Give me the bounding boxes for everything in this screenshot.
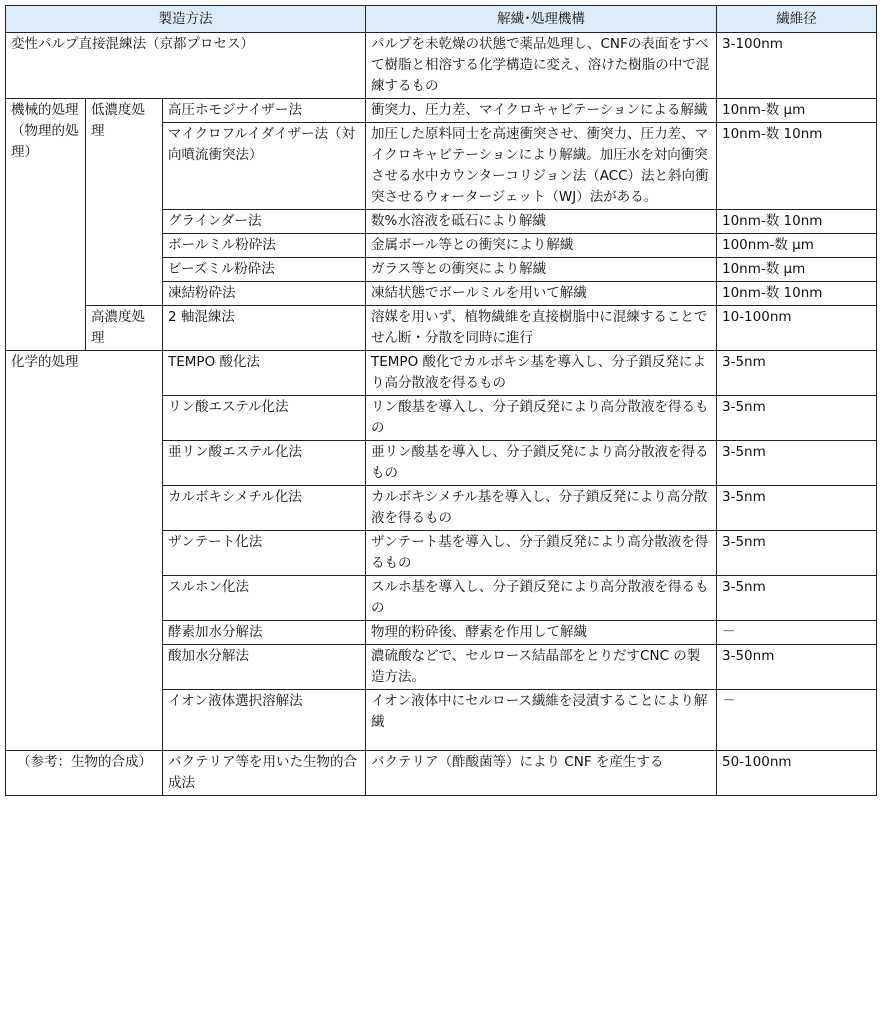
subcategory-high-concentration: 高濃度処理 [86, 306, 163, 351]
fiber-cell: 10nm-数 μm [717, 99, 877, 123]
method-cell: ザンテート化法 [163, 531, 366, 576]
method-cell: 変性パルプ直接混練法（京都プロセス） [6, 33, 366, 99]
mechanism-cell: 凍結状態でボールミルを用いて解繊 [366, 282, 717, 306]
fiber-cell: 10nm-数 10nm [717, 210, 877, 234]
method-cell: ボールミル粉砕法 [163, 234, 366, 258]
fiber-cell: 3-5nm [717, 396, 877, 441]
fiber-cell: 3-5nm [717, 531, 877, 576]
header-fiber-diameter: 繊維径 [717, 6, 877, 33]
mechanism-cell: 物理的粉砕後、酵素を作用して解繊 [366, 621, 717, 645]
mechanism-cell: 亜リン酸基を導入し、分子鎖反発により高分散液を得るもの [366, 441, 717, 486]
category-biological: （参考：生物的合成） [6, 751, 163, 796]
fiber-cell: 3-5nm [717, 351, 877, 396]
method-cell: スルホン化法 [163, 576, 366, 621]
fiber-cell: 100nm-数 μm [717, 234, 877, 258]
mechanism-cell: ガラス等との衝突により解繊 [366, 258, 717, 282]
mechanism-cell: 金属ボール等との衝突により解繊 [366, 234, 717, 258]
method-cell: TEMPO 酸化法 [163, 351, 366, 396]
cnf-production-methods-table [5, 5, 877, 796]
method-cell: グラインダー法 [163, 210, 366, 234]
table-row [6, 99, 877, 123]
mechanism-cell: 数%水溶液を砥石により解繊 [366, 210, 717, 234]
category-mechanical: 機械的処理（物理的処理） [6, 99, 86, 351]
fiber-cell: 3-5nm [717, 441, 877, 486]
mechanism-cell: カルボキシメチル基を導入し、分子鎖反発により高分散液を得るもの [366, 486, 717, 531]
header-row [6, 6, 877, 33]
method-cell: 亜リン酸エステル化法 [163, 441, 366, 486]
fiber-cell: 10nm-数 10nm [717, 123, 877, 210]
mechanism-cell: ザンテート基を導入し、分子鎖反発により高分散液を得るもの [366, 531, 717, 576]
method-cell: 高圧ホモジナイザー法 [163, 99, 366, 123]
method-cell: 酵素加水分解法 [163, 621, 366, 645]
header-method: 製造方法 [6, 6, 366, 33]
subcategory-low-concentration: 低濃度処理 [86, 99, 163, 306]
header-mechanism: 解繊･処理機構 [366, 6, 717, 33]
mechanism-cell: 濃硫酸などで、セルロース結晶部をとりだすCNC の製造方法。 [366, 645, 717, 690]
method-cell: ビーズミル粉砕法 [163, 258, 366, 282]
table-row [6, 306, 877, 351]
method-cell: マイクロフルイダイザー法（対向噴流衝突法） [163, 123, 366, 210]
mechanism-cell: スルホ基を導入し、分子鎖反発により高分散液を得るもの [366, 576, 717, 621]
method-cell: リン酸エステル化法 [163, 396, 366, 441]
fiber-cell: 3-50nm [717, 645, 877, 690]
fiber-cell: － [717, 621, 877, 645]
fiber-cell: 50-100nm [717, 751, 877, 796]
method-cell: イオン液体選択溶解法 [163, 690, 366, 751]
fiber-cell: － [717, 690, 877, 751]
table-row [6, 351, 877, 396]
method-cell: 酸加水分解法 [163, 645, 366, 690]
mechanism-cell: TEMPO 酸化でカルボキシ基を導入し、分子鎖反発により高分散液を得るもの [366, 351, 717, 396]
mechanism-cell: パルプを未乾燥の状態で薬品処理し、CNFの表面をすべて樹脂と相溶する化学構造に変え、溶けた樹脂の中で混練するもの [366, 33, 717, 99]
mechanism-cell: バクテリア（酢酸菌等）により CNF を産生する [366, 751, 717, 796]
fiber-cell: 3-100nm [717, 33, 877, 99]
mechanism-cell: 衝突力、圧力差、マイクロキャビテーションによる解繊 [366, 99, 717, 123]
method-cell: カルボキシメチル化法 [163, 486, 366, 531]
category-chemical: 化学的処理 [6, 351, 163, 751]
fiber-cell: 10-100nm [717, 306, 877, 351]
mechanism-cell: リン酸基を導入し、分子鎖反発により高分散液を得るもの [366, 396, 717, 441]
method-cell: 凍結粉砕法 [163, 282, 366, 306]
fiber-cell: 10nm-数 10nm [717, 282, 877, 306]
mechanism-cell: 溶媒を用いず、植物繊維を直接樹脂中に混練することでせん断・分散を同時に進行 [366, 306, 717, 351]
mechanism-cell: イオン液体中にセルロース繊維を浸漬することにより解繊 [366, 690, 717, 751]
table-row [6, 751, 877, 796]
mechanism-cell: 加圧した原料同士を高速衝突させ、衝突力、圧力差、マイクロキャビテーションにより解繊。加圧水を対向衝突させる水中カウンターコリジョン法（ACC）法と斜向衝突させるウォータージェット（WJ）法がある。 [366, 123, 717, 210]
fiber-cell: 3-5nm [717, 486, 877, 531]
fiber-cell: 10nm-数 μm [717, 258, 877, 282]
method-cell: バクテリア等を用いた生物的合成法 [163, 751, 366, 796]
table-row [6, 33, 877, 99]
method-cell: 2 軸混練法 [163, 306, 366, 351]
fiber-cell: 3-5nm [717, 576, 877, 621]
